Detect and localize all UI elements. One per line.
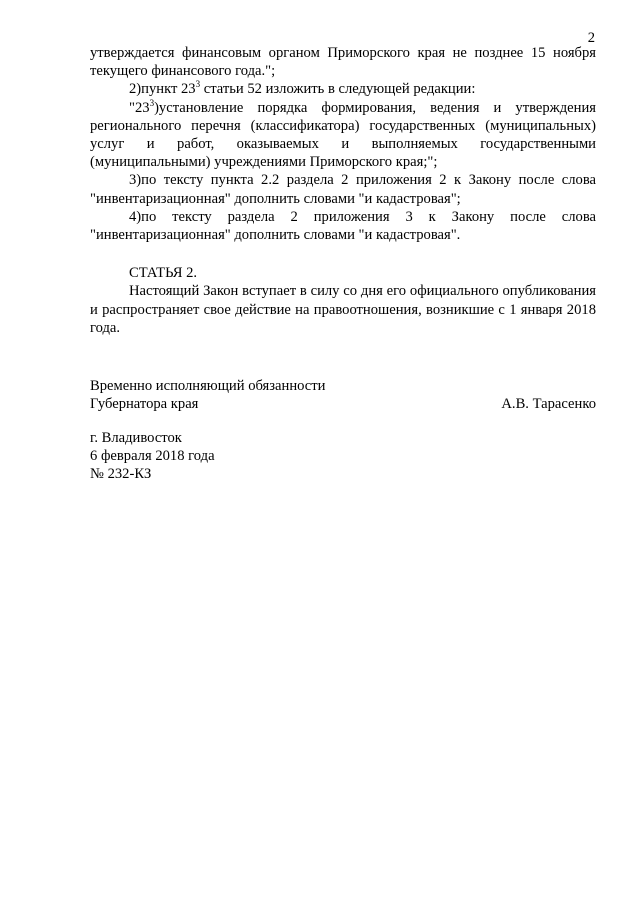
paragraph-item-4: 4)по тексту раздела 2 приложения 3 к Закону после слова "инвентаризационная" дополнить словами "и кадастровая". — [90, 208, 596, 244]
signature-block — [90, 377, 596, 413]
quoted-superscript: 3 — [149, 97, 155, 108]
item-2-superscript: 3 — [195, 79, 201, 90]
paragraph-item-2 — [90, 80, 596, 98]
paragraph-continuation: утверждается финансовым органом Приморского края не позднее 15 ноября текущего финансового года."; — [90, 45, 596, 80]
paragraph-item-3: 3)по тексту пункта 2.2 раздела 2 приложения 2 к Закону после слова "инвентаризационная" дополнить словами "и кадастровая"; — [90, 172, 596, 207]
article-2-text: Настоящий Закон вступает в силу со дня его официального опубликования и распространяет свое действие на правоотношения, возникшие с 1 января 2018 года. — [90, 283, 596, 336]
quoted-text-start: "23 — [129, 99, 150, 116]
page-number: 2 — [587, 30, 595, 46]
signatory-name: А.В. Тарасенко — [501, 396, 596, 413]
item-2-text-start: 2)пункт 23 — [129, 81, 196, 98]
date: 6 февраля 2018 года — [90, 448, 215, 465]
paragraph-quoted-edition — [90, 99, 596, 172]
signatory-position-line-1: Временно исполняющий обязанности — [90, 378, 326, 394]
city: г. Владивосток — [90, 430, 182, 446]
document-body — [90, 44, 596, 337]
place-date-block — [90, 429, 215, 484]
article-2-title: СТАТЬЯ 2. — [129, 265, 198, 282]
signature-row — [90, 395, 596, 413]
item-2-text-end: статьи 52 изложить в следующей редакции: — [200, 81, 476, 98]
quoted-text-end: )установление порядка формирования, ведения и утверждения регионального перечня (классификатора) государственных (муниципальных) услуг и работ, оказываемых и выполняемых государственными (муниципальными) учреждениями Приморского края;"; — [90, 99, 596, 171]
law-number: № 232-КЗ — [90, 466, 152, 483]
signatory-position-line-2: Губернатора края — [90, 396, 199, 413]
